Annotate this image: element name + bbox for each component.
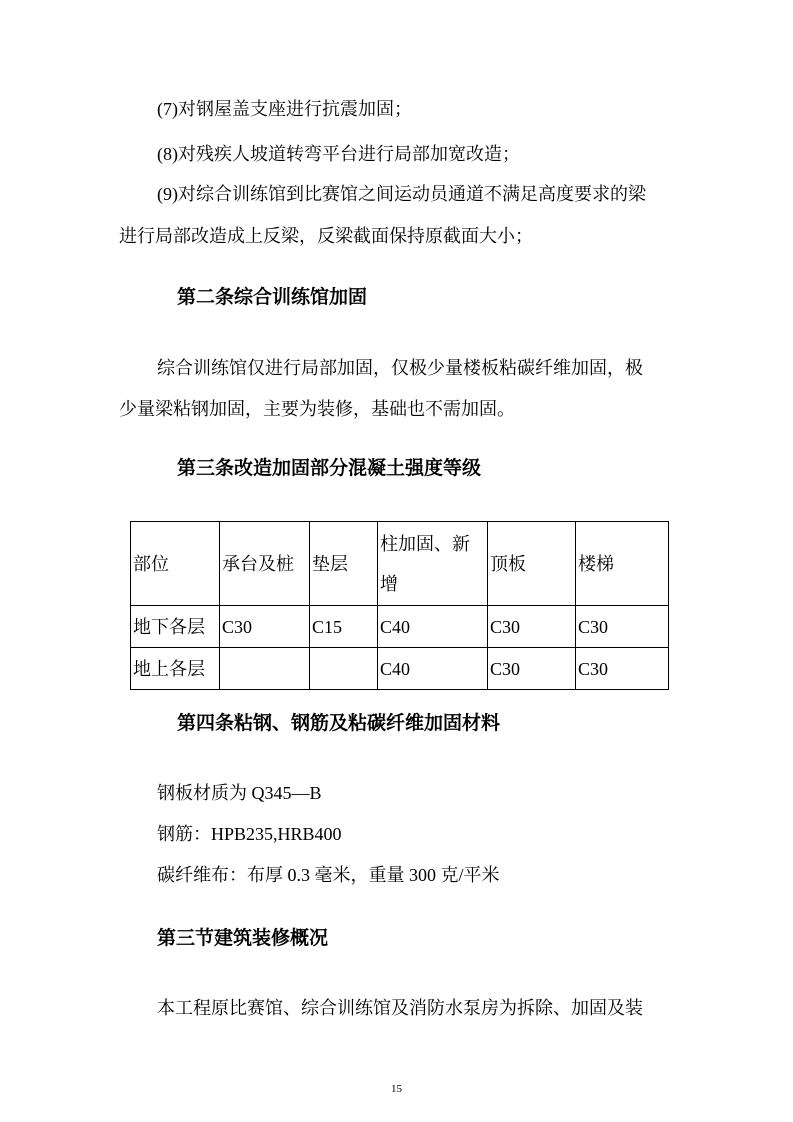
paragraph-line: 综合训练馆仅进行局部加固，仅极少量楼板粘碳纤维加固，极 xyxy=(157,358,643,378)
table-row xyxy=(131,648,669,690)
table-header-cell xyxy=(378,522,488,606)
list-item-9-continued: 进行局部改造成上反梁，反梁截面保持原截面大小； xyxy=(119,226,533,246)
table-cell: C30 xyxy=(576,648,669,690)
table-cell: 地下各层 xyxy=(131,606,220,648)
table-cell: C30 xyxy=(220,606,310,648)
material-line: 钢筋：HPB235,HRB400 xyxy=(157,824,342,844)
concrete-grade-table xyxy=(130,521,669,690)
header-cell-line: 柱加固、新 xyxy=(380,533,470,554)
chapter-heading: 第三节建筑装修概况 xyxy=(157,927,329,949)
table-cell: C30 xyxy=(488,606,576,648)
list-item-7: (7)对钢屋盖支座进行抗震加固； xyxy=(157,99,412,119)
table-cell: C30 xyxy=(576,606,669,648)
section-heading-2: 第二条综合训练馆加固 xyxy=(177,286,368,308)
material-line: 钢板材质为 Q345—B xyxy=(157,783,322,803)
table-header-row xyxy=(131,522,669,606)
table-cell: 地上各层 xyxy=(131,648,220,690)
section-heading-3: 第三条改造加固部分混凝土强度等级 xyxy=(177,457,482,479)
table-cell: C40 xyxy=(378,606,488,648)
table-header-cell: 楼梯 xyxy=(576,522,669,606)
table-cell: C15 xyxy=(310,606,378,648)
table-cell xyxy=(220,648,310,690)
header-cell-line: 增 xyxy=(380,573,398,594)
page-number: 15 xyxy=(391,1083,402,1095)
material-line: 碳纤维布：布厚 0.3 毫米，重量 300 克/平米 xyxy=(157,865,500,885)
list-item-9: (9)对综合训练馆到比赛馆之间运动员通道不满足高度要求的梁 xyxy=(157,184,646,204)
table-cell: C40 xyxy=(378,648,488,690)
table-row xyxy=(131,606,669,648)
paragraph-line: 少量梁粘钢加固，主要为装修，基础也不需加固。 xyxy=(119,399,515,419)
table-header-cell: 部位 xyxy=(131,522,220,606)
section-heading-4: 第四条粘钢、钢筋及粘碳纤维加固材料 xyxy=(177,712,501,734)
table-cell xyxy=(310,648,378,690)
table-header-cell: 垫层 xyxy=(310,522,378,606)
list-item-8: (8)对残疾人坡道转弯平台进行局部加宽改造； xyxy=(157,144,520,164)
table-header-cell: 承台及桩 xyxy=(220,522,310,606)
table-cell: C30 xyxy=(488,648,576,690)
table-header-cell: 顶板 xyxy=(488,522,576,606)
paragraph-line: 本工程原比赛馆、综合训练馆及消防水泵房为拆除、加固及装 xyxy=(157,998,643,1018)
